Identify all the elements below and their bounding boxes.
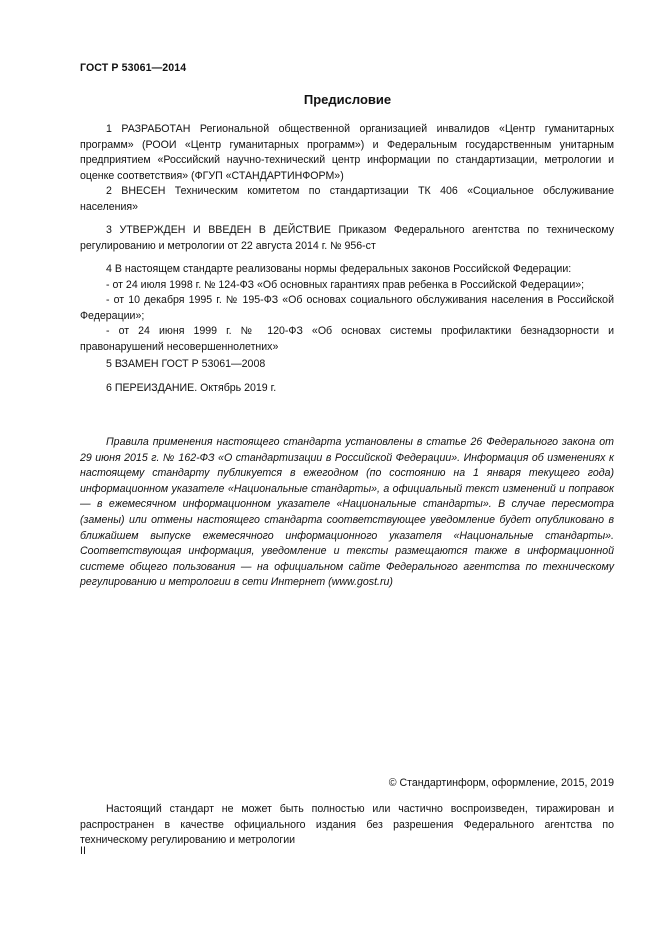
page-number: II: [80, 845, 86, 857]
standard-code-header: ГОСТ Р 53061—2014: [80, 62, 187, 74]
law-item: - от 10 декабря 1995 г. № 195-ФЗ «Об основах социального обслуживания населения в Российской Федерации»;: [80, 294, 614, 322]
law-item: - от 24 июня 1999 г. № 120-ФЗ «Об основах системы профилактики безнадзорности и правонарушений несовершеннолетних»: [80, 325, 614, 353]
law-item: - от 24 июля 1998 г. № 124-ФЗ «Об основных гарантиях прав ребенка в Российской Федерации»;: [106, 278, 585, 291]
item-approved: 3 УТВЕРЖДЕН И ВВЕДЕН В ДЕЙСТВИЕ Приказом Федерального агентства по техническому регулированию и метрологии от 22 августа 2014 г. № 956-ст: [80, 224, 614, 252]
item-developed-by: 1 РАЗРАБОТАН Региональной общественной организацией инвалидов «Центр гуманитарных программ» (РООИ «Центр гуманитарных программ») и Федеральным государственным унитарным предприятием «Российский научно-технический центр информации по стандартизации, метрологии и оценке соответствия» (ФГУП «СТАНДАРТИНФОРМ»): [80, 123, 614, 182]
application-rules-note: Правила применения настоящего стандарта установлены в статье 26 Федерального закона от 29 июня 2015 г. № 162-ФЗ «О стандартизации в Российской Федерации». Информация об изменениях к настоящему стандарту публикуется в ежегодном (по состоянию на 1 января текущего года) информационном указателе «Национальные стандарты», а официальный текст изменений и поправок — в ежемесячном информационном указателе «Национальные стандарты». В случае пересмотра (замены) или отмены настоящего стандарта соответствующее уведомление будет опубликовано в ближайшем выпуске ежемесячного информационного указателя «Национальные стандарты». Соответствующая информация, уведомление и тексты размещаются также в информационной системе общего пользования — на официальном сайте Федерального агентства по техническому регулированию и метрологии в сети Интернет (www.gost.ru): [80, 436, 614, 589]
reproduction-notice: Настоящий стандарт не может быть полностью или частично воспроизведен, тиражирован и распространен в качестве официального издания без разрешения Федерального агентства по техническому регулированию и метрологии: [80, 803, 614, 847]
item-replaces: 5 ВЗАМЕН ГОСТ Р 53061—2008: [106, 358, 266, 370]
copyright-line: © Стандартинформ, оформление, 2015, 2019: [388, 777, 614, 789]
laws-intro: 4 В настоящем стандарте реализованы нормы федеральных законов Российской Федерации:: [106, 263, 572, 275]
page-title: Предисловие: [303, 92, 392, 107]
item-submitted-by: 2 ВНЕСЕН Техническим комитетом по стандартизации ТК 406 «Социальное обслуживание населения»: [80, 185, 614, 213]
item-reissue: 6 ПЕРЕИЗДАНИЕ. Октябрь 2019 г.: [106, 382, 277, 394]
item-federal-laws: [80, 262, 614, 356]
